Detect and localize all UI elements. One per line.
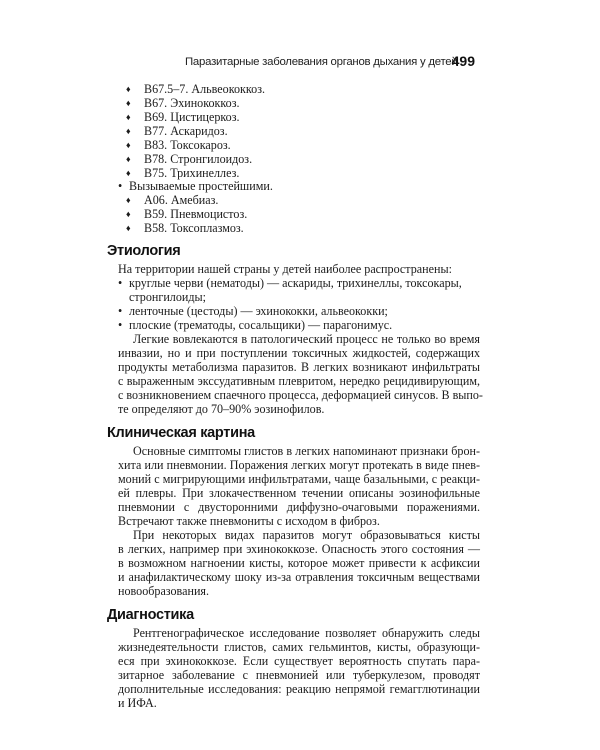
paragraph-line: в легких, например при эхинококкозе. Опасность этого состояния —: [118, 542, 480, 556]
paragraph-line: продукты метаболизма паразитов. В легких возникают инфильтраты: [118, 360, 480, 374]
paragraph-line: Рентгенографическое исследование позволяет обнаружить следы: [133, 626, 480, 640]
section-heading-diagnostics: Диагностика: [107, 607, 194, 623]
diamond-bullet-icon: ♦: [126, 112, 131, 122]
paragraph-line: и ИФА.: [118, 696, 157, 710]
paragraph-line: пневмонии с двусторонними диффузно-очаговыми поражениями.: [118, 500, 480, 514]
etiology-intro: На территории нашей страны у детей наиболее распространены:: [118, 262, 452, 276]
running-header: [185, 53, 475, 72]
diamond-bullet-icon: ♦: [126, 126, 131, 136]
list-item-continuation: стронгилоиды;: [129, 290, 206, 304]
paragraph-line: хита или пневмонии. Поражения легких могут протекать в виде пнев-: [118, 458, 480, 472]
diamond-bullet-icon: ♦: [126, 84, 131, 94]
paragraph-line: новообразования.: [118, 584, 210, 598]
paragraph-line: и анафилактическому шоку из-за отравления токсичным веществами: [118, 570, 480, 584]
paragraph-line: зитарное заболевание с пневмонией или туберкулезом, проводят: [118, 668, 480, 682]
paragraph-line: Встречают также пневмониты с исходом в фиброз.: [118, 514, 380, 528]
paragraph-line: те определяют до 70–90% эозинофилов.: [118, 402, 325, 416]
paragraph-line: инвазии, но и при поступлении токсичных жидкостей, содержащих: [118, 346, 480, 360]
paragraph-line: моний с мигрирующими инфильтратами, чаще базальными, с реакци-: [118, 472, 480, 486]
diamond-bullet-icon: ♦: [126, 209, 131, 219]
section-heading-clinical: Клиническая картина: [107, 425, 255, 441]
diamond-bullet-icon: ♦: [126, 98, 131, 108]
diamond-bullet-icon: ♦: [126, 168, 131, 178]
paragraph-line: с возникновением спаечного процесса, деформацией синусов. В выпо-: [118, 388, 483, 402]
diamond-bullet-icon: ♦: [126, 195, 131, 205]
paragraph-line: При некоторых видах паразитов могут образовываться кисты: [133, 528, 480, 542]
paragraph-line: еся при эхинококкозе. Если существует вероятность спутать пара-: [118, 654, 480, 668]
book-page: Паразитарные заболевания органов дыхания у детей 499 ♦ B67.5–7. Альвеококкоз. ♦ B67. Эхинококкоз. ♦ B69. Цистицеркоз. ♦ B77. Аскаридоз. ♦ B83. Токсокароз. ♦ B78. Стронгилоидоз. ♦ B75. Трихинеллез. • Вызываемые простейшими. ♦ A06. Амебиаз. ♦ B59. Пневмоцистоз. ♦ B58. Токсоплазмоз. Этиология На территории нашей страны у детей наиболее распространены: • круглые черви (нематоды) — аскариды, трихинеллы, токсокары, стронгилоиды; • ленточные (цестоды) — эхинококки, альвеококки; • плоские (трематоды, сосальщики) — парагонимус. Легкие вовлекаются в патологический процесс не только во время инвазии, но и при поступлении токсичных жидкостей, содержащих продукты метаболизма паразитов. В легких возникают инфильтраты с выраженным экссудативным плевритом, нередко рецидивирующим, с возникновением спаечного процесса, деформацией синусов. В выпо- те определяют до 70–90% эозинофилов. Клиническая картина Основные симптомы глистов в легких напоминают признаки брон- хита или пневмонии. Поражения легких могут протекать в виде пнев- моний с мигрирующими инфильтратами, чаще базальными, с реакци- ей плевры. При злокачественном течении описаны эозинофильные пневмонии с двусторонними диффузно-очаговыми поражениями. Встречают также пневмониты с исходом в фиброз. При некоторых видах паразитов могут образовываться кисты в легких, например при эхинококкозе. Опасность этого состояния — в возможном нагноении кисты, которое может привести к асфиксии и анафилактическому шоку из-за отравления токсичным веществами новообразования. Диагностика Рентгенографическое исследование позволяет обнаружить следы жизнедеятельности глистов, самих гельминтов, кисты, образующи- еся при эхинококкозе. Если существует вероятность спутать пара- зитарное заболевание с пневмонией или туберкулезом, проводят дополнительные исследования: реакцию непрямой гемагглютинации и ИФА.: [107, 53, 483, 710]
section-heading-etiology: Этиология: [107, 243, 181, 259]
paragraph-line: Основные симптомы глистов в легких напоминают признаки брон-: [133, 444, 480, 458]
diamond-bullet-icon: ♦: [126, 154, 131, 164]
paragraph-line: Легкие вовлекаются в патологический процесс не только во время: [133, 332, 480, 346]
paragraph-line: ей плевры. При злокачественном течении описаны эозинофильные: [118, 486, 480, 500]
running-header-title: Паразитарные заболевания органов дыхания у детей: [185, 56, 458, 68]
paragraph-line: с выраженным экссудативным плевритом, нередко рецидивирующим,: [118, 374, 480, 388]
bullet-icon: •: [118, 318, 123, 332]
bullet-icon: •: [118, 304, 123, 318]
paragraph-line: в возможном нагноении кисты, которое может привести к асфиксии: [118, 556, 480, 570]
bullet-icon: •: [118, 276, 123, 290]
paragraph-line: жизнедеятельности глистов, самих гельминтов, кисты, образующи-: [118, 640, 480, 654]
page-number: 499: [451, 53, 475, 69]
diamond-bullet-icon: ♦: [126, 140, 131, 150]
diamond-bullet-icon: ♦: [126, 223, 131, 233]
paragraph-line: дополнительные исследования: реакцию непрямой гемагглютинации: [118, 682, 480, 696]
bullet-icon: •: [118, 179, 123, 193]
